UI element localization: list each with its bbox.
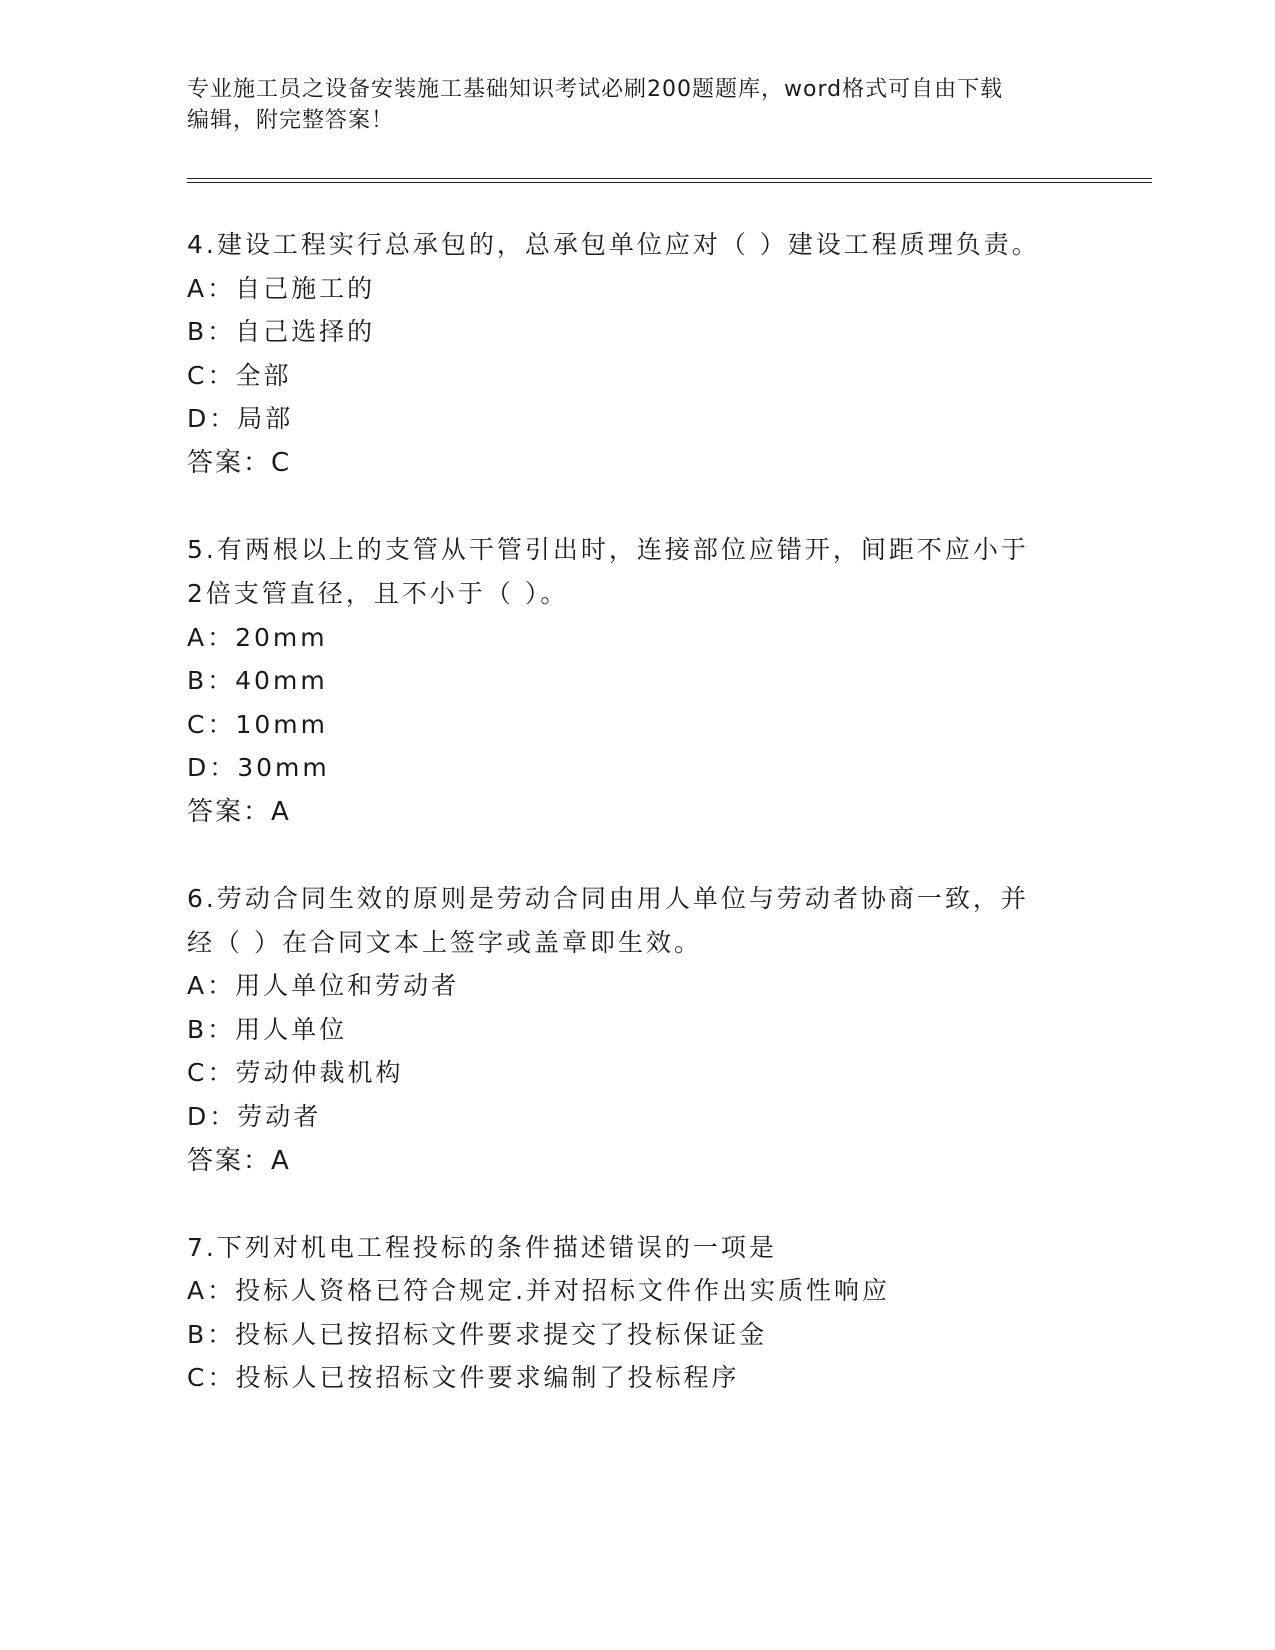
question-4-option-b: B：自己选择的 xyxy=(187,317,376,346)
question-7-option-b: B：投标人已按招标文件要求提交了投标保证金 xyxy=(187,1320,768,1349)
question-6-stem-line-1: 6.劳动合同生效的原则是劳动合同由用人单位与劳动者协商一致，并 xyxy=(187,884,1029,913)
header-line-1: 专业施工员之设备安装施工基础知识考试必刷200题题库，word格式可自由下载 xyxy=(187,77,1004,102)
question-4-answer: 答案：C xyxy=(187,448,292,478)
header-divider-bottom xyxy=(187,182,1152,183)
question-4-stem: 4.建设工程实行总承包的，总承包单位应对（ ）建设工程质理负责。 xyxy=(187,230,1040,259)
question-5-option-d: D：30mm xyxy=(187,753,330,782)
header-divider-top xyxy=(187,178,1152,179)
question-4-option-d: D：局部 xyxy=(187,404,294,433)
question-7-option-a: A：投标人资格已符合规定.并对招标文件作出实质性响应 xyxy=(187,1276,891,1305)
document-header xyxy=(187,74,1067,136)
question-6-option-c: C：劳动仲裁机构 xyxy=(187,1058,404,1087)
question-6-option-b: B：用人单位 xyxy=(187,1015,348,1044)
question-5-option-c: C：10mm xyxy=(187,710,328,739)
header-line-2: 编辑，附完整答案！ xyxy=(187,108,395,133)
question-5-option-b: B：40mm xyxy=(187,666,328,695)
question-6-stem-line-2: 经（ ）在合同文本上签字或盖章即生效。 xyxy=(187,928,702,957)
question-5-stem-line-2: 2倍支管直径，且不小于（ ）。 xyxy=(187,579,569,608)
question-7-stem: 7.下列对机电工程投标的条件描述错误的一项是 xyxy=(187,1233,777,1262)
question-6-option-d: D：劳动者 xyxy=(187,1102,322,1131)
question-6-answer: 答案：A xyxy=(187,1146,291,1176)
question-7-option-c: C：投标人已按招标文件要求编制了投标程序 xyxy=(187,1363,740,1392)
question-5-answer: 答案：A xyxy=(187,797,291,827)
question-4-option-c: C：全部 xyxy=(187,361,292,390)
question-4-option-a: A：自己施工的 xyxy=(187,274,376,303)
question-5-option-a: A：20mm xyxy=(187,623,328,652)
question-6-option-a: A：用人单位和劳动者 xyxy=(187,971,460,1000)
question-5-stem-line-1: 5.有两根以上的支管从干管引出时，连接部位应错开，间距不应小于 xyxy=(187,535,1029,564)
